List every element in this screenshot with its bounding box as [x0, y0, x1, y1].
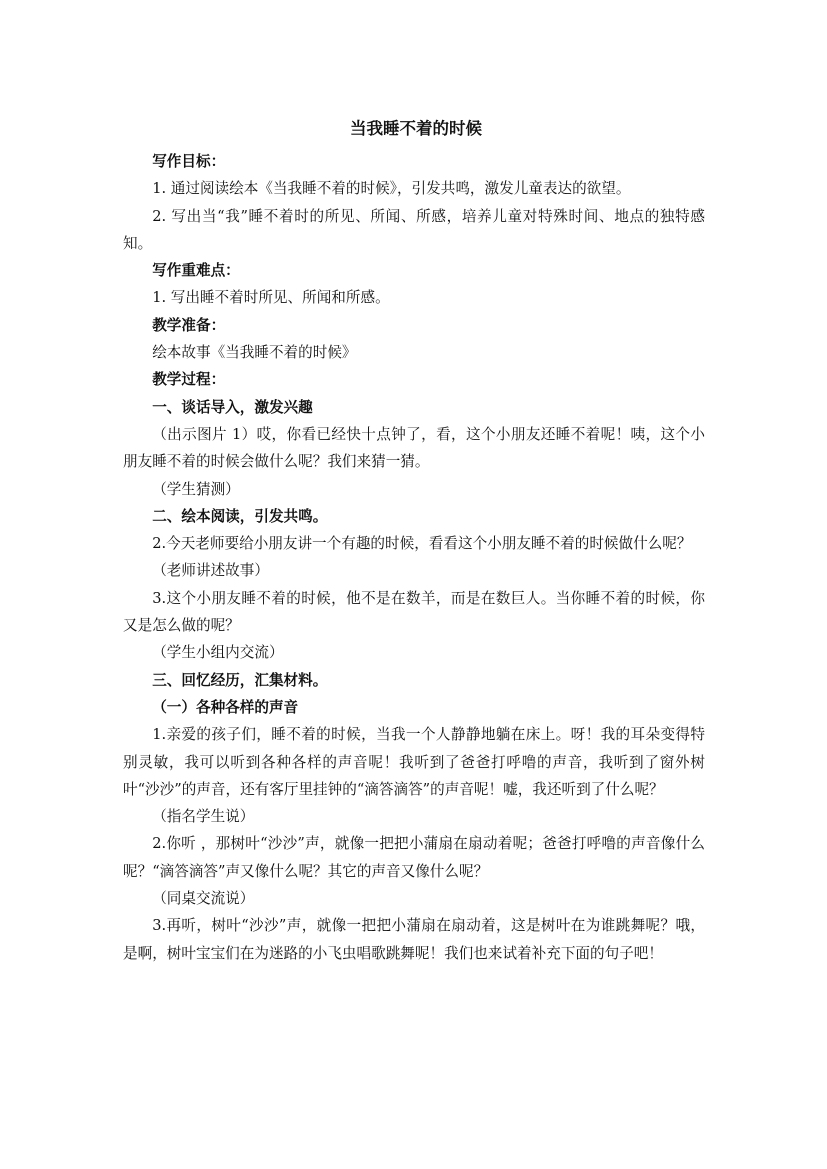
paragraph-list: [123, 148, 705, 967]
paragraph: 2. 写出当“我”睡不着时的所见、所闻、所感，培养儿童对特殊时间、地点的独特感知。: [123, 207, 705, 252]
section-heading: 三、回忆经历，汇集材料。: [152, 671, 328, 689]
paragraph: 1. 写出睡不着时所见、所闻和所感。: [152, 289, 390, 307]
paragraph: 绘本故事《当我睡不着的时候》: [152, 344, 357, 362]
paragraph: 2.今天老师要给小朋友讲一个有趣的时候，看看这个小朋友睡不着的时候做什么呢？: [152, 535, 692, 553]
section-heading: 教学准备：: [152, 316, 226, 334]
section-heading: 教学过程：: [152, 371, 226, 389]
paragraph: 1.亲爱的孩子们，睡不着的时候，当我一个人静静地躺在床上。呀！我的耳朵变得特别灵敏，我可以听到各种各样的声音呢！我听到了爸爸打呼噜的声音，我听到了窗外树叶“沙沙”的声音，还有客厅里挂钟的“滴答滴答”的声音呢！嘘，我还听到了什么呢？: [123, 726, 705, 798]
paragraph: （出示图片 1）哎，你看已经快十点钟了，看，这个小朋友还睡不着呢！咦，这个小朋友睡不着的时候会做什么呢？我们来猜一猜。: [123, 425, 705, 471]
section-heading: 二、绘本阅读，引发共鸣。: [152, 507, 328, 525]
section-heading: 写作重难点：: [152, 262, 240, 280]
document-body: [123, 116, 705, 967]
paragraph: 3.再听，树叶“沙沙”声，就像一把把小蒲扇在扇动着，这是树叶在为谁跳舞呢？哦，是啊，树叶宝宝们在为迷路的小飞虫唱歌跳舞呢！我们也来试着补充下面的句子吧！: [123, 917, 705, 962]
paragraph: （老师讲述故事）: [152, 562, 269, 580]
paragraph: （学生猜测）: [152, 480, 240, 498]
section-heading: 写作目标：: [152, 153, 226, 170]
section-heading: 一、谈话导入，激发兴趣: [152, 398, 313, 416]
paragraph: （同桌交流说）: [152, 890, 255, 908]
paragraph: （指名学生说）: [152, 808, 255, 826]
paragraph: （学生小组内交流）: [152, 644, 284, 662]
document-title: 当我睡不着的时候: [350, 119, 482, 138]
paragraph: 1. 通过阅读绘本《当我睡不着的时候》，引发共鸣，激发儿童表达的欲望。: [152, 180, 631, 198]
paragraph: 3.这个小朋友睡不着的时候，他不是在数羊，而是在数巨人。当你睡不着的时候，你又是怎么做的呢？: [123, 589, 705, 635]
section-heading: （一）各种各样的声音: [152, 698, 299, 716]
paragraph: 2.你听 ，那树叶“沙沙”声，就像一把把小蒲扇在扇动着呢；爸爸打呼噜的声音像什么呢？“滴答滴答”声又像什么呢？其它的声音又像什么呢？: [123, 835, 705, 880]
